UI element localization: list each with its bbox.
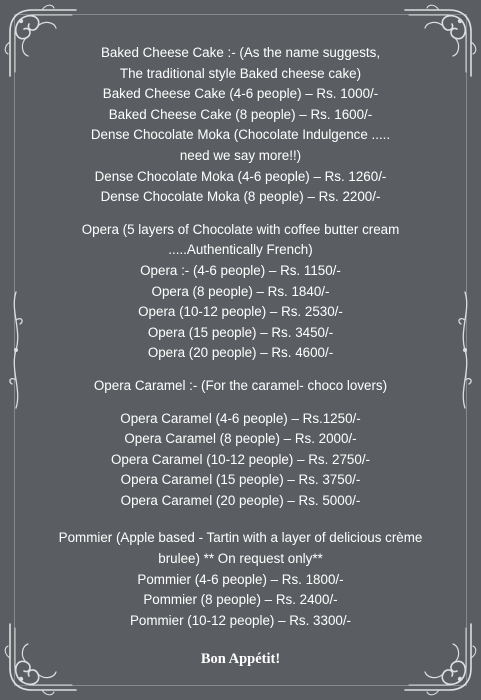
menu-line: Opera (5 layers of Chocolate with coffee butter cream xyxy=(81,221,400,237)
section-pommier xyxy=(40,528,441,631)
menu-line: Dense Chocolate Moka (4-6 people) – Rs. 1260/- xyxy=(94,168,387,184)
menu-line: Baked Cheese Cake (4-6 people) – Rs. 1000/- xyxy=(102,86,379,102)
menu-line: The traditional style Baked cheese cake) xyxy=(119,65,362,81)
menu-line: Opera (20 people) – Rs. 4600/- xyxy=(147,345,334,361)
menu-line: brulee) ** On request only** xyxy=(158,551,323,567)
spacer xyxy=(40,397,441,409)
menu-line: Baked Cheese Cake :- (As the name suggests, xyxy=(100,45,381,60)
menu-line: Opera Caramel (15 people) – Rs. 3750/- xyxy=(120,472,361,488)
menu-line: need we say more!!) xyxy=(179,147,302,163)
menu-line: Pommier (Apple based - Tartin with a layer of delicious crème xyxy=(58,530,423,546)
menu-line: Opera Caramel (4-6 people) – Rs.1250/- xyxy=(120,410,361,426)
menu-line: Opera Caramel (20 people) – Rs. 5000/- xyxy=(120,492,361,508)
menu-line: Opera :- (4-6 people) – Rs. 1150/- xyxy=(140,262,341,278)
menu-line: Opera Caramel (10-12 people) – Rs. 2750/- xyxy=(110,451,371,467)
menu-line: Baked Cheese Cake (8 people) – Rs. 1600/- xyxy=(108,106,373,122)
menu-line: .....Authentically French) xyxy=(168,242,313,258)
menu-line: Opera Caramel (8 people) – Rs. 2000/- xyxy=(124,431,357,447)
section-opera-caramel xyxy=(40,409,441,512)
menu-line: Opera (10-12 people) – Rs. 2530/- xyxy=(138,304,343,320)
menu-line: Opera Caramel :- (For the caramel- choco lovers) xyxy=(93,377,388,393)
menu-line: Pommier (8 people) – Rs. 2400/- xyxy=(143,592,338,608)
section-cheese-cake xyxy=(40,43,441,208)
menu-line: Opera (15 people) – Rs. 3450/- xyxy=(147,324,334,340)
vine-ornament-icon xyxy=(6,290,26,410)
menu-content xyxy=(40,43,441,670)
spacer xyxy=(40,364,441,376)
section-opera xyxy=(40,220,441,364)
menu-line: Pommier (4-6 people) – Rs. 1800/- xyxy=(137,571,344,587)
menu-line: Pommier (10-12 people) – Rs. 3300/- xyxy=(129,612,352,628)
vine-ornament-icon xyxy=(455,290,475,410)
menu-line: Dense Chocolate Moka (Chocolate Indulgence ..... xyxy=(90,127,391,143)
menu-line: Opera (8 people) – Rs. 1840/- xyxy=(151,283,330,299)
section-opera-caramel-intro xyxy=(40,376,441,397)
signoff-text: Bon Appétit! xyxy=(200,651,281,668)
menu-line: Dense Chocolate Moka (8 people) – Rs. 2200/- xyxy=(100,189,381,205)
spacer xyxy=(40,511,441,528)
spacer xyxy=(40,208,441,220)
spacer xyxy=(40,631,441,643)
